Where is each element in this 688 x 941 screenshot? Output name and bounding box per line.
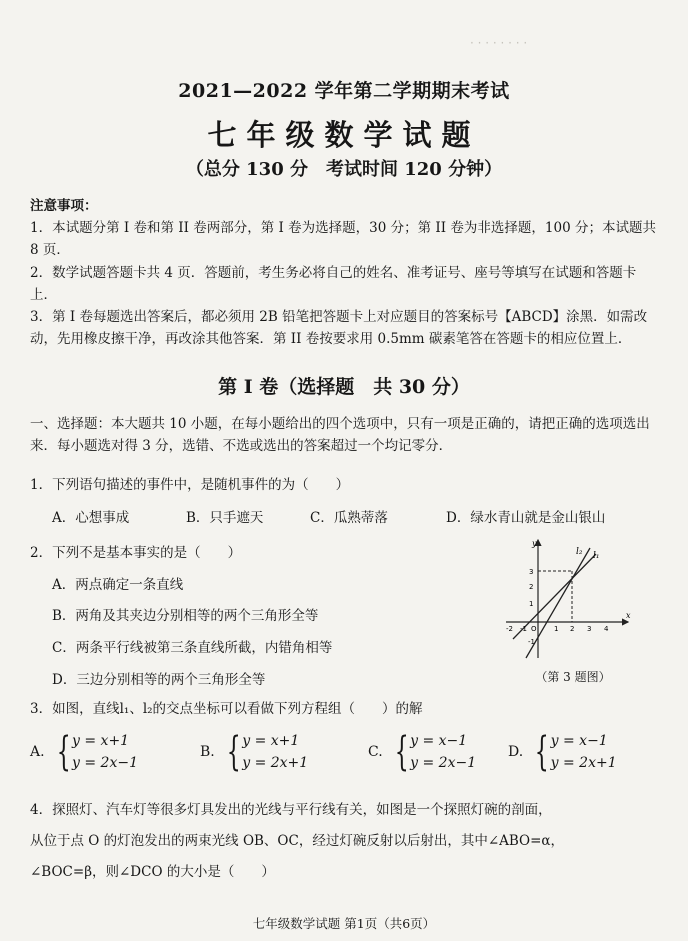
brace-icon: {	[394, 729, 409, 775]
q3-option-b	[200, 730, 308, 774]
tick-x-3: 3	[587, 625, 592, 633]
question-3-stem: 3．如图，直线l₁、l₂的交点坐标可以看做下列方程组（ ）的解	[30, 701, 423, 717]
section-title: 第 I 卷（选择题 共 30 分）	[218, 376, 470, 398]
question-2-stem: 2．下列不是基本事实的是（ ）	[30, 545, 242, 561]
q3-option-a-label: A.	[30, 744, 45, 760]
tick-origin: O	[531, 625, 537, 633]
note-item-2: 2．数学试题答题卡共 4 页．答题前，考生务必将自己的姓名、准考证号、座号等填写在试题和答题卡上．	[30, 265, 637, 303]
tick-x-4: 4	[604, 625, 609, 633]
q3-coordinate-figure	[498, 536, 638, 661]
brace-icon: {	[56, 729, 71, 775]
page-footer: 七年级数学试题 第1页（共6页）	[252, 916, 436, 931]
q3-figure-caption: （第 3 题图）	[535, 670, 611, 684]
tick-y-neg1: -1	[528, 638, 535, 646]
q3-option-c-label: C.	[368, 744, 383, 760]
q2-option-b: B．两角及其夹边分别相等的两个三角形全等	[52, 608, 319, 624]
q2-option-a: A．两点确定一条直线	[52, 577, 184, 593]
q3-option-b-label: B.	[200, 744, 215, 760]
tick-x-1: 1	[554, 625, 559, 633]
q3-option-d-eq2: y = 2x+1	[550, 755, 617, 771]
label-l2: l₂	[576, 547, 583, 557]
exam-title-line1: 2021—2022 学年第二学期期末考试	[178, 80, 510, 102]
question-4-line2: 从位于点 O 的灯泡发出的两束光线 OB、OC，经过灯碗反射以后射出，其中∠ABO=α，	[30, 833, 565, 849]
note-item-1: 1．本试题分第 I 卷和第 II 卷两部分，第 I 卷为选择题，30 分；第 II 卷为非选择题，100 分；本试题共 8 页．	[30, 220, 656, 258]
tick-y-2: 2	[529, 583, 534, 591]
tick-x-neg2: -2	[506, 625, 513, 633]
q3-option-d-label: D.	[508, 744, 524, 760]
q3-option-a	[30, 730, 138, 774]
label-x: x	[626, 611, 631, 620]
line-l2	[526, 548, 590, 658]
q2-option-c: C．两条平行线被第三条直线所截，内错角相等	[52, 640, 333, 656]
label-y: y	[532, 539, 537, 548]
tick-y-3: 3	[529, 568, 534, 576]
q3-option-c-eq2: y = 2x−1	[410, 755, 477, 771]
q3-option-d	[508, 730, 617, 774]
q3-option-b-eq2: y = 2x+1	[242, 755, 309, 771]
question-4-line1: 4．探照灯、汽车灯等很多灯具发出的光线与平行线有关，如图是一个探照灯碗的剖面，	[30, 802, 552, 818]
tick-x-neg1: -1	[520, 625, 527, 633]
tick-y-1: 1	[529, 600, 534, 608]
brace-icon: {	[226, 729, 241, 775]
exam-score-time: （总分 130 分 考试时间 120 分钟）	[185, 159, 503, 180]
question-4-line3: ∠BOC=β，则∠DCO 的大小是（ ）	[30, 864, 275, 880]
exam-title: 七年级数学试题	[207, 118, 481, 152]
notes-heading: 注意事项：	[30, 198, 98, 214]
q3-option-d-eq1: y = x−1	[550, 733, 608, 749]
q3-option-c-eq1: y = x−1	[410, 733, 468, 749]
q3-option-a-eq2: y = 2x−1	[72, 755, 138, 771]
section-instructions: 一、选择题：本大题共 10 小题，在每小题给出的四个选项中，只有一项是正确的，请把正确的选项选出来．每小题选对得 3 分，选错、不选或选出的答案超过一个均记零分．	[30, 416, 650, 454]
q1-option-a: A．心想事成	[52, 510, 130, 526]
q3-option-c	[368, 730, 476, 774]
tick-x-2: 2	[570, 625, 575, 633]
q1-option-c: C．瓜熟蒂落	[310, 510, 388, 526]
question-1-stem: 1．下列语句描述的事件中，是随机事件的为（ ）	[30, 477, 350, 493]
q3-option-b-eq1: y = x+1	[242, 733, 300, 749]
q2-option-d: D．三边分别相等的两个三角形全等	[52, 672, 266, 688]
bleed-through-text: · · · · · · · ·	[470, 36, 528, 50]
q3-option-a-eq1: y = x+1	[72, 733, 130, 749]
q1-option-b: B．只手遮天	[186, 510, 264, 526]
q1-option-d: D．绿水青山就是金山银山	[446, 510, 606, 526]
note-item-3: 3．第 I 卷每题选出答案后，都必须用 2B 铅笔把答题卡上对应题目的答案标号【ABCD】涂黑．如需改动，先用橡皮擦干净，再改涂其他答案．第 II 卷按要求用 0.5mm 碳素笔答在答题卡的相应位置上．	[30, 309, 648, 347]
label-l1: l₁	[593, 551, 600, 561]
brace-icon: {	[534, 729, 549, 775]
